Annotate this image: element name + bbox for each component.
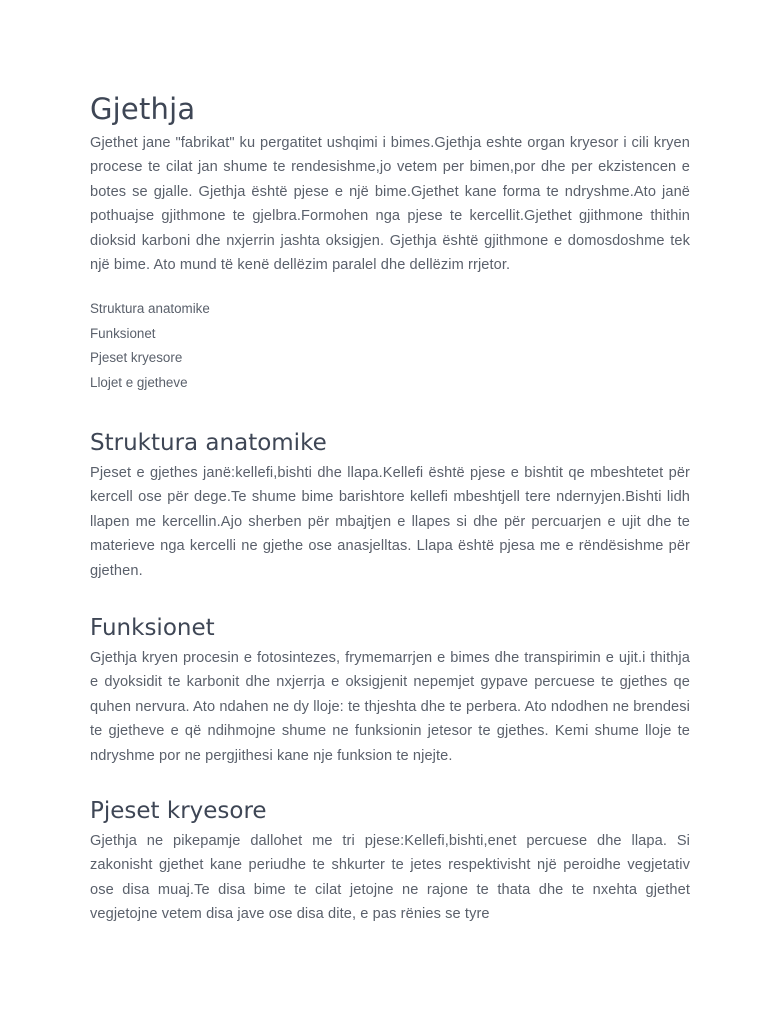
- section-heading: Funksionet: [90, 615, 215, 641]
- title-block: [90, 92, 690, 126]
- section-funksionet: [90, 614, 690, 768]
- section-body: Gjethja ne pikepamje dallohet me tri pjese:Kellefi,bishti,enet percuese dhe llapa. Si zakonisht gjethet kane periudhe te shkurter te jetes respektivisht një peroidhe vegjetativ ose disa muaj.Te disa bime te cilat jetojne ne rajone te thata dhe te nxehta gjethet vegjetojne vetem disa jave ose disa dite, e pas rënies se tyre: [90, 833, 690, 923]
- toc-item-funksionet[interactable]: Funksionet: [90, 325, 156, 341]
- toc-list: [90, 297, 690, 395]
- page-title: Gjethja: [90, 92, 196, 126]
- section-heading: Struktura anatomike: [90, 430, 327, 456]
- toc-item-llojet-e-gjetheve[interactable]: Llojet e gjetheve: [90, 374, 188, 390]
- table-of-contents: [90, 297, 690, 395]
- section-pjeset-kryesore: [90, 797, 690, 927]
- intro-paragraph: Gjethet jane "fabrikat" ku pergatitet ushqimi i bimes.Gjethja eshte organ kryesor i cili kryen procese te cilat jan shume te rendesishme,jo vetem per bimen,por dhe per ekzistencen e botes se gjalle. Gjethja është pjese e një bime.Gjethet kane forma te ndryshme.Ato janë pothuajse gjithmone te gjelbra.Formohen nga pjese te kercellit.Gjethet gjithmone thithin dioksid karboni dhe nxjerrin jashta oksigjen. Gjethja është gjithmone e domosdoshme tek një bime. Ato mund të kenë dellëzim paralel dhe dellëzim rrjetor.: [90, 135, 690, 274]
- intro-block: [90, 131, 690, 277]
- toc-item-pjeset-kryesore[interactable]: Pjeset kryesore: [90, 350, 183, 366]
- toc-item-struktura-anatomike[interactable]: Struktura anatomike: [90, 301, 210, 316]
- section-struktura-anatomike: [90, 429, 690, 583]
- section-body: Pjeset e gjethes janë:kellefi,bishti dhe llapa.Kellefi është pjese e bishtit qe mbeshtetet për kercell ose për dege.Te shume bime barishtore kellefi mbeshtjell tere ndernyjen.Bishti lidh llapen me kercellin.Ajo sherben për mbajtjen e llapes si dhe për percuarjen e ujit dhe te materieve nga kercelli ne gjethe ose anasjelltas. Llapa është pjesa me e rëndësishme për gjethen.: [90, 465, 690, 579]
- section-body: Gjethja kryen procesin e fotosintezes, frymemarrjen e bimes dhe transpirimin e ujit.i thithja e dyoksidit te karbonit dhe nxjerrja e oksigjenit nepemjet gypave percuese te gjethes qe quhen nervura. Ato ndahen ne dy lloje: te thjeshta dhe te perbera. Ato ndodhen ne brendesi te gjetheve e që ndihmojne shume ne funksionin jetesor te gjethes. Kemi shume lloje te ndryshme por ne pergjithesi kane nje funksion te njejte.: [90, 650, 690, 764]
- section-heading: Pjeset kryesore: [90, 798, 267, 824]
